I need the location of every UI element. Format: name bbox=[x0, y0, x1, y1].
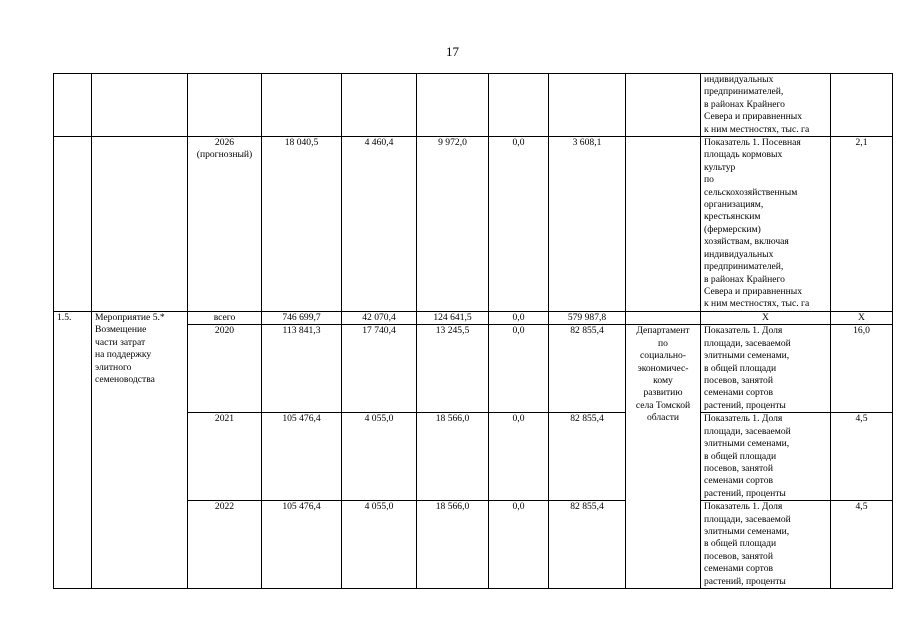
cell-value: Х bbox=[831, 312, 893, 325]
cell-loc: 0,0 bbox=[489, 325, 549, 413]
cell-year: 2020 bbox=[188, 325, 262, 413]
cell-year: 2022 bbox=[188, 501, 262, 589]
cell-extra: 579 987,8 bbox=[549, 312, 626, 325]
cell-total: 18 040,5 bbox=[262, 137, 342, 312]
cell-reg bbox=[417, 74, 489, 137]
cell-loc: 0,0 bbox=[489, 413, 549, 501]
cell-value bbox=[831, 74, 893, 137]
cell-indicator: индивидуальных предпринимателей, в районах Крайнего Севера и приравненных к ним местностях, тыс. га bbox=[701, 74, 831, 137]
page-number: 17 bbox=[446, 44, 459, 59]
cell-fed bbox=[342, 74, 417, 137]
cell-loc: 0,0 bbox=[489, 137, 549, 312]
cell-extra: 82 855,4 bbox=[549, 501, 626, 589]
cell-indicator: Показатель 1. Доля площади, засеваемой элитными семенами, в общей площади посевов, занятой семенами сортов растений, проценты bbox=[701, 501, 831, 589]
cell-num: 1.5. bbox=[54, 312, 92, 589]
cell-total: 105 476,4 bbox=[262, 413, 342, 501]
cell-value: 16,0 bbox=[831, 325, 893, 413]
cell-name bbox=[92, 74, 188, 137]
cell-responsible bbox=[626, 312, 701, 325]
cell-fed: 4 055,0 bbox=[342, 413, 417, 501]
cell-reg: 13 245,5 bbox=[417, 325, 489, 413]
cell-loc: 0,0 bbox=[489, 501, 549, 589]
cell-fed: 4 460,4 bbox=[342, 137, 417, 312]
cell-loc: 0,0 bbox=[489, 312, 549, 325]
cell-total: 113 841,3 bbox=[262, 325, 342, 413]
cell-value: 4,5 bbox=[831, 501, 893, 589]
table-row bbox=[54, 312, 893, 325]
cell-responsible bbox=[626, 74, 701, 137]
cell-indicator: Х bbox=[701, 312, 831, 325]
cell-reg: 18 566,0 bbox=[417, 413, 489, 501]
cell-extra: 3 608,1 bbox=[549, 137, 626, 312]
cell-indicator: Показатель 1. Доля площади, засеваемой элитными семенами, в общей площади посевов, занятой семенами сортов растений, проценты bbox=[701, 325, 831, 413]
program-table bbox=[53, 73, 893, 589]
cell-responsible bbox=[626, 137, 701, 312]
table-row bbox=[54, 74, 893, 137]
cell-extra: 82 855,4 bbox=[549, 413, 626, 501]
cell-responsible: Департамент по социально- экономичес- кому развитию села Томской области bbox=[626, 325, 701, 589]
cell-year: всего bbox=[188, 312, 262, 325]
cell-fed: 4 055,0 bbox=[342, 501, 417, 589]
cell-num bbox=[54, 74, 92, 137]
cell-year bbox=[188, 74, 262, 137]
cell-indicator: Показатель 1. Доля площади, засеваемой элитными семенами, в общей площади посевов, занятой семенами сортов растений, проценты bbox=[701, 413, 831, 501]
cell-num bbox=[54, 137, 92, 312]
cell-fed: 42 070,4 bbox=[342, 312, 417, 325]
cell-name: Мероприятие 5.* Возмещение части затрат на поддержку элитного семеноводства bbox=[92, 312, 188, 589]
cell-fed: 17 740,4 bbox=[342, 325, 417, 413]
cell-loc bbox=[489, 74, 549, 137]
cell-year: 2021 bbox=[188, 413, 262, 501]
cell-reg: 9 972,0 bbox=[417, 137, 489, 312]
cell-reg: 18 566,0 bbox=[417, 501, 489, 589]
cell-total: 105 476,4 bbox=[262, 501, 342, 589]
cell-value: 2,1 bbox=[831, 137, 893, 312]
cell-extra: 82 855,4 bbox=[549, 325, 626, 413]
cell-reg: 124 641,5 bbox=[417, 312, 489, 325]
cell-name bbox=[92, 137, 188, 312]
cell-indicator: Показатель 1. Посевная площадь кормовых культур по сельскохозяйственным организациям, крестьянским (фермерским) хозяйствам, включая индивидуальных предпринимателей, в районах Крайнего Севера и приравненных к ним местностях, тыс. га bbox=[701, 137, 831, 312]
cell-value: 4,5 bbox=[831, 413, 893, 501]
cell-total: 746 699,7 bbox=[262, 312, 342, 325]
table-row bbox=[54, 137, 893, 312]
cell-year: 2026 (прогнозный) bbox=[188, 137, 262, 312]
cell-total bbox=[262, 74, 342, 137]
cell-extra bbox=[549, 74, 626, 137]
